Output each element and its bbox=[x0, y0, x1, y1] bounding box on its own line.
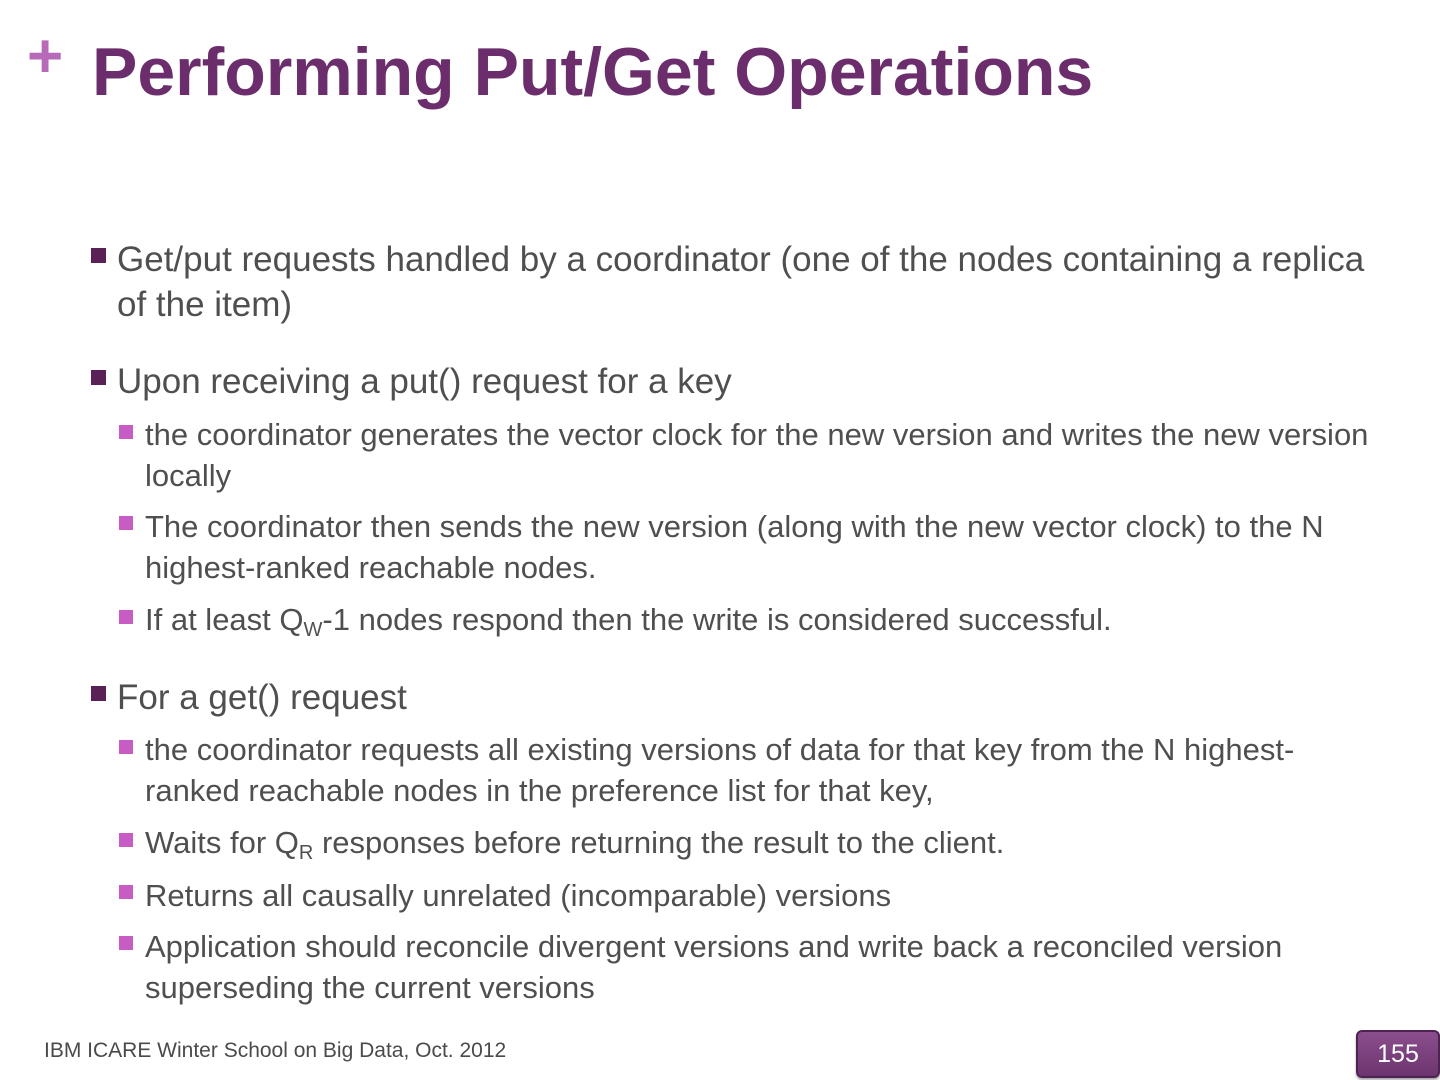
read-quorum-subscript: R bbox=[298, 842, 314, 864]
subbullet-reconcile: Application should reconcile divergent versions and write back a reconciled version superseding the current versions bbox=[145, 929, 1283, 1005]
subbullet-read-quorum bbox=[145, 822, 1375, 863]
plus-icon: + bbox=[27, 22, 64, 91]
slide-title: Performing Put/Get Operations bbox=[92, 34, 1094, 110]
write-quorum-subscript: W bbox=[303, 619, 323, 641]
level1-bullet-icon bbox=[91, 686, 106, 701]
bullet-coordinator-handling: Get/put requests handled by a coordinator (one of the nodes containing a replica of the item) bbox=[117, 240, 1365, 324]
subbullet-write-quorum bbox=[145, 599, 1375, 640]
level1-bullet-icon bbox=[91, 370, 106, 385]
subbullet-return-versions: Returns all causally unrelated (incomparable) versions bbox=[145, 878, 892, 913]
footer-text: IBM ICARE Winter School on Big Data, Oct. 2012 bbox=[44, 1039, 507, 1062]
subbullet-send-version: The coordinator then sends the new version (along with the new vector clock) to the N highest-ranked reachable nodes. bbox=[145, 509, 1324, 585]
level1-bullet-icon bbox=[91, 248, 106, 263]
level2-bullet-icon bbox=[119, 516, 133, 530]
level2-bullet-icon bbox=[119, 610, 133, 624]
bullet-get-request: For a get() request bbox=[117, 678, 407, 717]
read-quorum-suffix: responses before returning the result to the client. bbox=[313, 825, 1005, 860]
subbullet-vector-clock: the coordinator generates the vector clock for the new version and writes the new version locally bbox=[145, 417, 1369, 493]
read-quorum-prefix: Waits for Q bbox=[145, 825, 299, 860]
level2-bullet-icon bbox=[119, 740, 133, 754]
bullet-put-request: Upon receiving a put() request for a key bbox=[117, 362, 732, 401]
subbullet-request-versions: the coordinator requests all existing versions of data for that key from the N highest-ranked reachable nodes in the preference list for that key, bbox=[145, 732, 1295, 808]
level2-bullet-icon bbox=[119, 425, 133, 439]
page-number-badge: 155 bbox=[1356, 1030, 1440, 1078]
level2-bullet-icon bbox=[119, 936, 133, 950]
level2-bullet-icon bbox=[119, 833, 133, 847]
write-quorum-suffix: -1 nodes respond then the write is considered successful. bbox=[322, 602, 1112, 637]
write-quorum-prefix: If at least Q bbox=[145, 602, 304, 637]
level2-bullet-icon bbox=[119, 885, 133, 899]
